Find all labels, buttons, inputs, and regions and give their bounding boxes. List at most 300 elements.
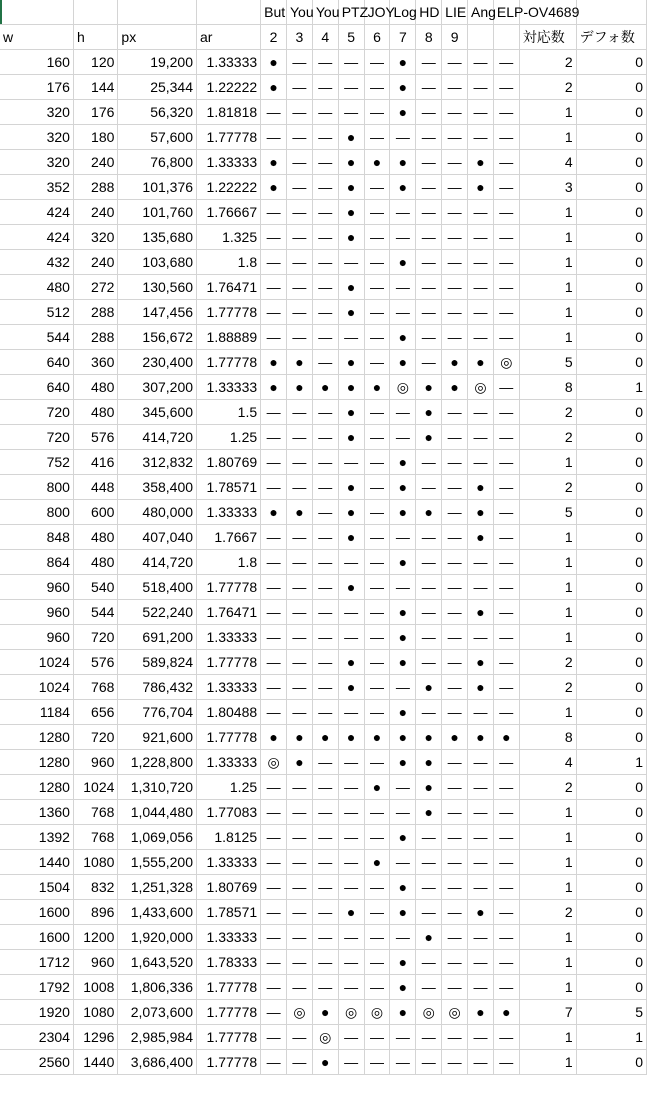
support-mark-cell[interactable]: ●: [287, 750, 313, 775]
value-cell[interactable]: 0: [576, 250, 646, 275]
support-mark-cell[interactable]: —: [468, 975, 494, 1000]
support-mark-cell[interactable]: ●: [390, 650, 416, 675]
support-mark-cell[interactable]: ●: [312, 375, 338, 400]
support-mark-cell[interactable]: —: [312, 900, 338, 925]
support-mark-cell[interactable]: —: [493, 525, 519, 550]
support-mark-cell[interactable]: —: [390, 300, 416, 325]
value-cell[interactable]: 1024: [0, 675, 73, 700]
support-mark-cell[interactable]: —: [338, 75, 364, 100]
support-mark-cell[interactable]: —: [493, 175, 519, 200]
support-mark-cell[interactable]: —: [493, 950, 519, 975]
support-mark-cell[interactable]: —: [261, 275, 287, 300]
support-mark-cell[interactable]: —: [287, 250, 313, 275]
support-mark-cell[interactable]: —: [261, 575, 287, 600]
support-mark-cell[interactable]: —: [338, 625, 364, 650]
support-mark-cell[interactable]: —: [312, 175, 338, 200]
support-mark-cell[interactable]: —: [261, 400, 287, 425]
support-mark-cell[interactable]: ●: [287, 350, 313, 375]
value-cell[interactable]: 1: [519, 975, 576, 1000]
support-mark-cell[interactable]: —: [390, 225, 416, 250]
header-column-cell[interactable]: [493, 25, 519, 50]
header-column-cell[interactable]: 8: [416, 25, 442, 50]
value-cell[interactable]: 1.77778: [197, 725, 261, 750]
value-cell[interactable]: 1184: [0, 700, 73, 725]
value-cell[interactable]: 2: [519, 650, 576, 675]
value-cell[interactable]: 4: [519, 150, 576, 175]
support-mark-cell[interactable]: —: [468, 1050, 494, 1075]
support-mark-cell[interactable]: —: [261, 325, 287, 350]
header-device-cell[interactable]: [576, 0, 646, 25]
support-mark-cell[interactable]: —: [416, 250, 442, 275]
value-cell[interactable]: 1.78571: [197, 900, 261, 925]
value-cell[interactable]: 1.325: [197, 225, 261, 250]
support-mark-cell[interactable]: —: [442, 1050, 468, 1075]
value-cell[interactable]: 0: [576, 600, 646, 625]
value-cell[interactable]: 480: [73, 400, 117, 425]
support-mark-cell[interactable]: ●: [338, 200, 364, 225]
support-mark-cell[interactable]: ●: [338, 375, 364, 400]
support-mark-cell[interactable]: ◎: [338, 1000, 364, 1025]
support-mark-cell[interactable]: —: [261, 650, 287, 675]
support-mark-cell[interactable]: —: [493, 750, 519, 775]
value-cell[interactable]: 518,400: [118, 575, 197, 600]
support-mark-cell[interactable]: —: [416, 975, 442, 1000]
value-cell[interactable]: 1.80769: [197, 875, 261, 900]
support-mark-cell[interactable]: —: [468, 800, 494, 825]
support-mark-cell[interactable]: —: [364, 400, 390, 425]
support-mark-cell[interactable]: ◎: [390, 375, 416, 400]
value-cell[interactable]: 1: [519, 825, 576, 850]
support-mark-cell[interactable]: ●: [416, 400, 442, 425]
support-mark-cell[interactable]: —: [493, 600, 519, 625]
value-cell[interactable]: 1.77083: [197, 800, 261, 825]
support-mark-cell[interactable]: —: [468, 300, 494, 325]
support-mark-cell[interactable]: —: [468, 700, 494, 725]
support-mark-cell[interactable]: —: [364, 225, 390, 250]
value-cell[interactable]: 5: [576, 1000, 646, 1025]
value-cell[interactable]: 320: [0, 100, 73, 125]
support-mark-cell[interactable]: —: [364, 125, 390, 150]
support-mark-cell[interactable]: —: [416, 225, 442, 250]
support-mark-cell[interactable]: —: [364, 600, 390, 625]
value-cell[interactable]: 1440: [0, 850, 73, 875]
support-mark-cell[interactable]: ●: [416, 800, 442, 825]
value-cell[interactable]: 800: [0, 475, 73, 500]
header-device-cell[interactable]: [0, 0, 73, 25]
support-mark-cell[interactable]: —: [493, 450, 519, 475]
value-cell[interactable]: 1: [519, 850, 576, 875]
support-mark-cell[interactable]: —: [261, 225, 287, 250]
support-mark-cell[interactable]: —: [493, 550, 519, 575]
support-mark-cell[interactable]: —: [338, 1025, 364, 1050]
support-mark-cell[interactable]: —: [364, 625, 390, 650]
support-mark-cell[interactable]: ●: [261, 75, 287, 100]
support-mark-cell[interactable]: —: [312, 825, 338, 850]
value-cell[interactable]: 512: [0, 300, 73, 325]
value-cell[interactable]: 1.33333: [197, 375, 261, 400]
support-mark-cell[interactable]: —: [312, 100, 338, 125]
support-mark-cell[interactable]: ●: [468, 475, 494, 500]
value-cell[interactable]: 25,344: [118, 75, 197, 100]
value-cell[interactable]: 1712: [0, 950, 73, 975]
value-cell[interactable]: 1.77778: [197, 575, 261, 600]
support-mark-cell[interactable]: ●: [390, 550, 416, 575]
support-mark-cell[interactable]: —: [312, 800, 338, 825]
support-mark-cell[interactable]: ●: [364, 375, 390, 400]
support-mark-cell[interactable]: ●: [338, 575, 364, 600]
header-device-cell[interactable]: You: [287, 0, 313, 25]
support-mark-cell[interactable]: —: [468, 325, 494, 350]
support-mark-cell[interactable]: —: [261, 1050, 287, 1075]
value-cell[interactable]: 180: [73, 125, 117, 150]
support-mark-cell[interactable]: —: [364, 800, 390, 825]
support-mark-cell[interactable]: —: [287, 100, 313, 125]
value-cell[interactable]: 288: [73, 300, 117, 325]
support-mark-cell[interactable]: ●: [390, 875, 416, 900]
support-mark-cell[interactable]: ◎: [287, 1000, 313, 1025]
support-mark-cell[interactable]: —: [287, 850, 313, 875]
support-mark-cell[interactable]: —: [364, 425, 390, 450]
support-mark-cell[interactable]: ●: [338, 125, 364, 150]
value-cell[interactable]: 656: [73, 700, 117, 725]
value-cell[interactable]: 1: [519, 875, 576, 900]
support-mark-cell[interactable]: —: [468, 225, 494, 250]
support-mark-cell[interactable]: —: [442, 500, 468, 525]
support-mark-cell[interactable]: ●: [442, 725, 468, 750]
value-cell[interactable]: 480: [73, 375, 117, 400]
support-mark-cell[interactable]: —: [287, 325, 313, 350]
support-mark-cell[interactable]: —: [312, 450, 338, 475]
support-mark-cell[interactable]: —: [493, 150, 519, 175]
support-mark-cell[interactable]: —: [468, 850, 494, 875]
support-mark-cell[interactable]: ●: [338, 300, 364, 325]
support-mark-cell[interactable]: ●: [468, 600, 494, 625]
header-device-cell[interactable]: You: [312, 0, 338, 25]
value-cell[interactable]: 1200: [73, 925, 117, 950]
support-mark-cell[interactable]: —: [261, 900, 287, 925]
support-mark-cell[interactable]: —: [312, 950, 338, 975]
support-mark-cell[interactable]: —: [390, 800, 416, 825]
support-mark-cell[interactable]: —: [338, 875, 364, 900]
support-mark-cell[interactable]: ●: [287, 500, 313, 525]
support-mark-cell[interactable]: ●: [338, 175, 364, 200]
support-mark-cell[interactable]: —: [468, 200, 494, 225]
support-mark-cell[interactable]: —: [442, 975, 468, 1000]
support-mark-cell[interactable]: —: [442, 225, 468, 250]
support-mark-cell[interactable]: —: [364, 700, 390, 725]
support-mark-cell[interactable]: ◎: [312, 1025, 338, 1050]
value-cell[interactable]: 0: [576, 900, 646, 925]
support-mark-cell[interactable]: —: [261, 200, 287, 225]
value-cell[interactable]: 540: [73, 575, 117, 600]
support-mark-cell[interactable]: ●: [338, 525, 364, 550]
support-mark-cell[interactable]: —: [287, 625, 313, 650]
support-mark-cell[interactable]: —: [493, 825, 519, 850]
value-cell[interactable]: 416: [73, 450, 117, 475]
support-mark-cell[interactable]: —: [312, 850, 338, 875]
value-cell[interactable]: 1.76471: [197, 600, 261, 625]
support-mark-cell[interactable]: —: [364, 50, 390, 75]
value-cell[interactable]: 960: [73, 750, 117, 775]
value-cell[interactable]: 103,680: [118, 250, 197, 275]
support-mark-cell[interactable]: —: [442, 825, 468, 850]
value-cell[interactable]: 1.77778: [197, 300, 261, 325]
support-mark-cell[interactable]: —: [312, 525, 338, 550]
value-cell[interactable]: 1024: [0, 650, 73, 675]
value-cell[interactable]: 776,704: [118, 700, 197, 725]
value-cell[interactable]: 1.80488: [197, 700, 261, 725]
value-cell[interactable]: 3: [519, 175, 576, 200]
value-cell[interactable]: 1: [519, 1025, 576, 1050]
value-cell[interactable]: 345,600: [118, 400, 197, 425]
support-mark-cell[interactable]: ●: [390, 825, 416, 850]
support-mark-cell[interactable]: —: [390, 850, 416, 875]
value-cell[interactable]: 480: [0, 275, 73, 300]
header-column-cell[interactable]: 7: [390, 25, 416, 50]
value-cell[interactable]: 0: [576, 125, 646, 150]
value-cell[interactable]: 0: [576, 975, 646, 1000]
value-cell[interactable]: 589,824: [118, 650, 197, 675]
value-cell[interactable]: 1392: [0, 825, 73, 850]
support-mark-cell[interactable]: —: [468, 575, 494, 600]
value-cell[interactable]: 1.33333: [197, 50, 261, 75]
value-cell[interactable]: 1.76667: [197, 200, 261, 225]
value-cell[interactable]: 1: [519, 100, 576, 125]
support-mark-cell[interactable]: —: [287, 925, 313, 950]
support-mark-cell[interactable]: —: [442, 850, 468, 875]
support-mark-cell[interactable]: ●: [364, 725, 390, 750]
support-mark-cell[interactable]: —: [468, 925, 494, 950]
value-cell[interactable]: 2,073,600: [118, 1000, 197, 1025]
support-mark-cell[interactable]: —: [364, 250, 390, 275]
support-mark-cell[interactable]: —: [390, 525, 416, 550]
support-mark-cell[interactable]: —: [364, 475, 390, 500]
support-mark-cell[interactable]: —: [442, 800, 468, 825]
value-cell[interactable]: 1.33333: [197, 625, 261, 650]
value-cell[interactable]: 414,720: [118, 425, 197, 450]
support-mark-cell[interactable]: —: [390, 425, 416, 450]
value-cell[interactable]: 1.33333: [197, 925, 261, 950]
support-mark-cell[interactable]: —: [364, 950, 390, 975]
support-mark-cell[interactable]: —: [312, 200, 338, 225]
support-mark-cell[interactable]: —: [312, 550, 338, 575]
support-mark-cell[interactable]: —: [493, 100, 519, 125]
value-cell[interactable]: 56,320: [118, 100, 197, 125]
value-cell[interactable]: 1.88889: [197, 325, 261, 350]
support-mark-cell[interactable]: —: [287, 825, 313, 850]
support-mark-cell[interactable]: ●: [416, 775, 442, 800]
support-mark-cell[interactable]: —: [416, 900, 442, 925]
support-mark-cell[interactable]: —: [287, 150, 313, 175]
value-cell[interactable]: 2560: [0, 1050, 73, 1075]
support-mark-cell[interactable]: —: [416, 100, 442, 125]
support-mark-cell[interactable]: —: [416, 450, 442, 475]
support-mark-cell[interactable]: ●: [390, 600, 416, 625]
value-cell[interactable]: 360: [73, 350, 117, 375]
support-mark-cell[interactable]: —: [416, 850, 442, 875]
value-cell[interactable]: 480: [73, 525, 117, 550]
value-cell[interactable]: 272: [73, 275, 117, 300]
value-cell[interactable]: 448: [73, 475, 117, 500]
support-mark-cell[interactable]: —: [287, 125, 313, 150]
support-mark-cell[interactable]: —: [468, 775, 494, 800]
support-mark-cell[interactable]: —: [261, 975, 287, 1000]
value-cell[interactable]: 0: [576, 300, 646, 325]
support-mark-cell[interactable]: —: [442, 425, 468, 450]
value-cell[interactable]: 1.80769: [197, 450, 261, 475]
support-mark-cell[interactable]: ◎: [364, 1000, 390, 1025]
value-cell[interactable]: 1.8: [197, 550, 261, 575]
value-cell[interactable]: 1.22222: [197, 175, 261, 200]
value-cell[interactable]: 848: [0, 525, 73, 550]
support-mark-cell[interactable]: —: [312, 300, 338, 325]
support-mark-cell[interactable]: ●: [468, 175, 494, 200]
support-mark-cell[interactable]: —: [442, 325, 468, 350]
support-mark-cell[interactable]: ●: [390, 1000, 416, 1025]
value-cell[interactable]: 176: [73, 100, 117, 125]
value-cell[interactable]: 2: [519, 775, 576, 800]
support-mark-cell[interactable]: —: [261, 425, 287, 450]
value-cell[interactable]: 432: [0, 250, 73, 275]
value-cell[interactable]: 1080: [73, 1000, 117, 1025]
support-mark-cell[interactable]: —: [493, 850, 519, 875]
support-mark-cell[interactable]: —: [493, 900, 519, 925]
support-mark-cell[interactable]: —: [442, 400, 468, 425]
value-cell[interactable]: 0: [576, 475, 646, 500]
value-cell[interactable]: 0: [576, 50, 646, 75]
value-cell[interactable]: 101,376: [118, 175, 197, 200]
header-column-cell[interactable]: w: [0, 25, 73, 50]
value-cell[interactable]: 101,760: [118, 200, 197, 225]
support-mark-cell[interactable]: —: [493, 925, 519, 950]
header-device-cell[interactable]: But: [261, 0, 287, 25]
value-cell[interactable]: 0: [576, 700, 646, 725]
value-cell[interactable]: 1: [576, 375, 646, 400]
support-mark-cell[interactable]: —: [364, 750, 390, 775]
support-mark-cell[interactable]: ●: [390, 750, 416, 775]
support-mark-cell[interactable]: —: [364, 100, 390, 125]
support-mark-cell[interactable]: ●: [390, 900, 416, 925]
support-mark-cell[interactable]: —: [287, 550, 313, 575]
header-column-cell[interactable]: 2: [261, 25, 287, 50]
support-mark-cell[interactable]: —: [493, 575, 519, 600]
header-device-cell[interactable]: HD: [416, 0, 442, 25]
support-mark-cell[interactable]: —: [364, 975, 390, 1000]
support-mark-cell[interactable]: —: [442, 1025, 468, 1050]
support-mark-cell[interactable]: —: [416, 600, 442, 625]
value-cell[interactable]: 1.78333: [197, 950, 261, 975]
value-cell[interactable]: 600: [73, 500, 117, 525]
support-mark-cell[interactable]: ●: [261, 500, 287, 525]
value-cell[interactable]: 407,040: [118, 525, 197, 550]
support-mark-cell[interactable]: —: [312, 150, 338, 175]
support-mark-cell[interactable]: —: [364, 175, 390, 200]
support-mark-cell[interactable]: —: [261, 925, 287, 950]
value-cell[interactable]: 1280: [0, 775, 73, 800]
support-mark-cell[interactable]: —: [390, 200, 416, 225]
value-cell[interactable]: 320: [73, 225, 117, 250]
value-cell[interactable]: 720: [73, 625, 117, 650]
value-cell[interactable]: 1.77778: [197, 975, 261, 1000]
support-mark-cell[interactable]: —: [338, 700, 364, 725]
support-mark-cell[interactable]: —: [442, 475, 468, 500]
value-cell[interactable]: 0: [576, 950, 646, 975]
value-cell[interactable]: 424: [0, 225, 73, 250]
support-mark-cell[interactable]: —: [338, 600, 364, 625]
value-cell[interactable]: 1.81818: [197, 100, 261, 125]
support-mark-cell[interactable]: —: [468, 50, 494, 75]
support-mark-cell[interactable]: —: [287, 475, 313, 500]
support-mark-cell[interactable]: ●: [390, 975, 416, 1000]
support-mark-cell[interactable]: —: [261, 475, 287, 500]
value-cell[interactable]: 1.33333: [197, 675, 261, 700]
value-cell[interactable]: 1.33333: [197, 150, 261, 175]
value-cell[interactable]: 0: [576, 525, 646, 550]
support-mark-cell[interactable]: —: [442, 950, 468, 975]
support-mark-cell[interactable]: ●: [364, 850, 390, 875]
support-mark-cell[interactable]: —: [493, 875, 519, 900]
value-cell[interactable]: 320: [0, 125, 73, 150]
support-mark-cell[interactable]: —: [312, 425, 338, 450]
support-mark-cell[interactable]: —: [287, 275, 313, 300]
value-cell[interactable]: 2304: [0, 1025, 73, 1050]
support-mark-cell[interactable]: —: [312, 275, 338, 300]
support-mark-cell[interactable]: —: [338, 925, 364, 950]
support-mark-cell[interactable]: —: [364, 675, 390, 700]
support-mark-cell[interactable]: —: [312, 75, 338, 100]
support-mark-cell[interactable]: —: [261, 125, 287, 150]
support-mark-cell[interactable]: —: [493, 400, 519, 425]
support-mark-cell[interactable]: ●: [364, 150, 390, 175]
support-mark-cell[interactable]: ●: [364, 775, 390, 800]
support-mark-cell[interactable]: —: [416, 300, 442, 325]
value-cell[interactable]: 1.22222: [197, 75, 261, 100]
value-cell[interactable]: 1.77778: [197, 1025, 261, 1050]
support-mark-cell[interactable]: —: [416, 650, 442, 675]
support-mark-cell[interactable]: —: [442, 525, 468, 550]
support-mark-cell[interactable]: ●: [390, 350, 416, 375]
value-cell[interactable]: 1.7667: [197, 525, 261, 550]
support-mark-cell[interactable]: —: [287, 900, 313, 925]
support-mark-cell[interactable]: —: [416, 125, 442, 150]
support-mark-cell[interactable]: —: [493, 700, 519, 725]
support-mark-cell[interactable]: —: [261, 600, 287, 625]
support-mark-cell[interactable]: —: [416, 525, 442, 550]
support-mark-cell[interactable]: —: [416, 1050, 442, 1075]
value-cell[interactable]: 0: [576, 275, 646, 300]
support-mark-cell[interactable]: —: [442, 200, 468, 225]
value-cell[interactable]: 0: [576, 75, 646, 100]
support-mark-cell[interactable]: —: [364, 525, 390, 550]
support-mark-cell[interactable]: ●: [468, 150, 494, 175]
value-cell[interactable]: 1.8: [197, 250, 261, 275]
support-mark-cell[interactable]: —: [287, 575, 313, 600]
support-mark-cell[interactable]: —: [364, 575, 390, 600]
value-cell[interactable]: 1.77778: [197, 125, 261, 150]
value-cell[interactable]: 1: [519, 800, 576, 825]
value-cell[interactable]: 720: [0, 400, 73, 425]
support-mark-cell[interactable]: —: [442, 675, 468, 700]
value-cell[interactable]: 480,000: [118, 500, 197, 525]
support-mark-cell[interactable]: —: [416, 150, 442, 175]
support-mark-cell[interactable]: —: [261, 875, 287, 900]
value-cell[interactable]: 960: [0, 625, 73, 650]
support-mark-cell[interactable]: ●: [261, 725, 287, 750]
support-mark-cell[interactable]: —: [287, 1025, 313, 1050]
value-cell[interactable]: 1,920,000: [118, 925, 197, 950]
support-mark-cell[interactable]: ●: [493, 725, 519, 750]
support-mark-cell[interactable]: —: [312, 475, 338, 500]
